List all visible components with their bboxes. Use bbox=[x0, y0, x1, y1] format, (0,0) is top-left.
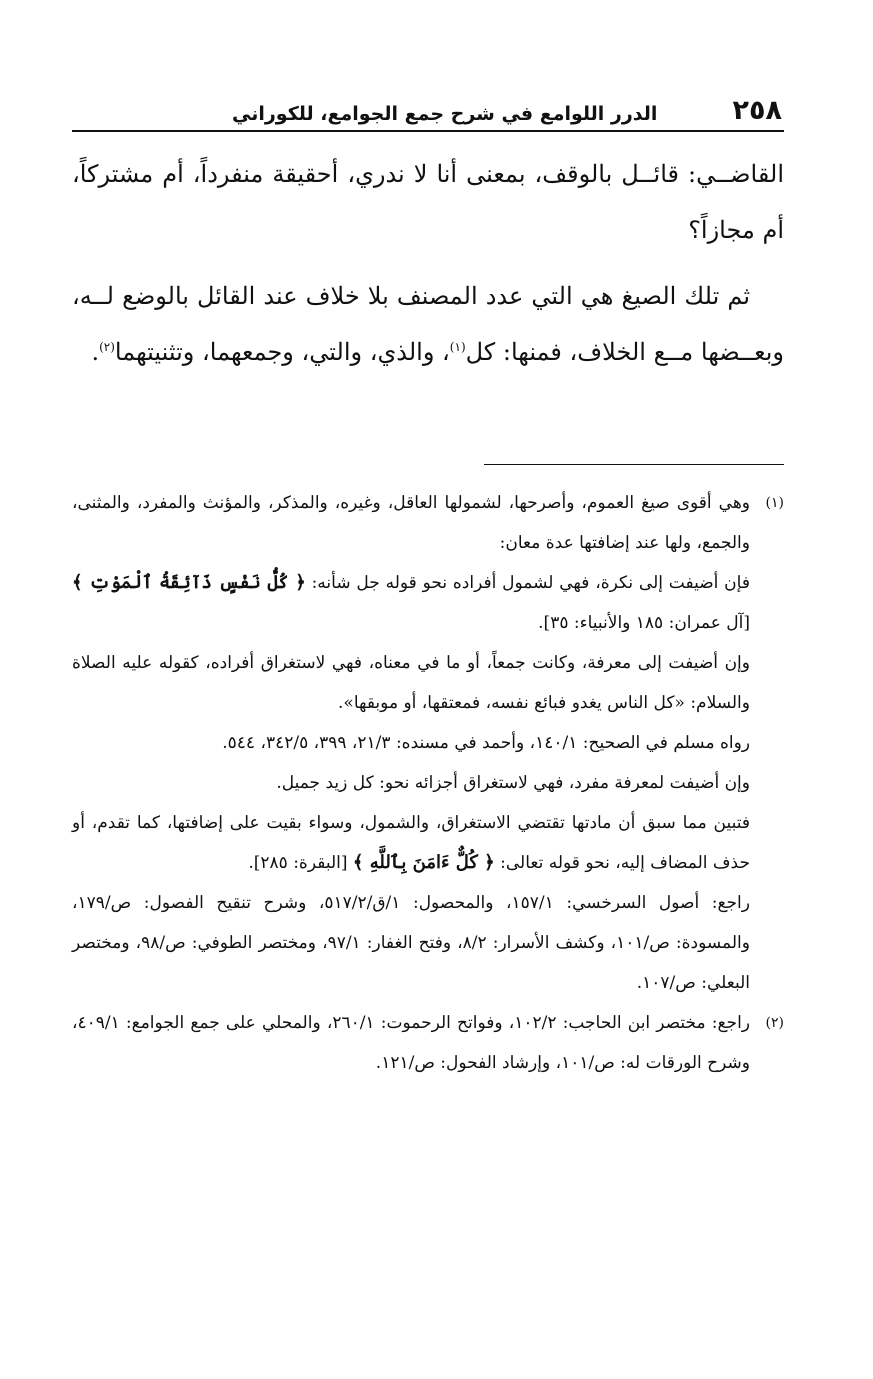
running-title: الدرر اللوامع في شرح جمع الجوامع، للكوراني bbox=[232, 103, 658, 125]
footnote-2-text: راجع: مختصر ابن الحاجب: ١٠٢/٢، وفواتح الرحموت: ٢٦٠/١، والمحلي على جمع الجوامع: ٤٠٩/١، وشرح الورقات له: ص/١٠١، وإرشاد الفحول: ص/١٢١. bbox=[72, 1013, 750, 1073]
page-header bbox=[72, 84, 784, 132]
footnote-1-line-2 bbox=[72, 563, 750, 643]
footnote-separator bbox=[484, 464, 784, 465]
footnotes bbox=[72, 483, 784, 1083]
quran-verse-1-reference: [آل عمران: ١٨٥ والأنبياء: ٣٥]. bbox=[538, 613, 750, 633]
footnote-1-line-2-start: فإن أضيفت إلى نكرة، فهي لشمول أفراده نحو قوله جل شأنه: bbox=[311, 573, 750, 593]
footnote-ref-1: (١) bbox=[449, 340, 466, 354]
footnote-1-body bbox=[72, 483, 750, 1003]
book-page bbox=[72, 84, 784, 1083]
footnote-2 bbox=[72, 1003, 784, 1083]
main-text bbox=[72, 146, 784, 380]
footnote-1-line-3: وإن أضيفت إلى معرفة، وكانت جمعاً، أو ما في معناه، فهي لاستغراق أفراده، كقوله عليه الصلاة والسلام: «كل الناس يغدو فبائع نفسه، فمعتقها، أو موبقها». bbox=[72, 653, 750, 713]
body-paragraph-2-end: . bbox=[91, 338, 100, 366]
quran-verse-1: ﴿ كُلُّ نَفْسٍ ذَآئِقَةُ ٱلْمَوْتِ ﴾ bbox=[72, 572, 306, 593]
footnote-1-line-1: وهي أقوى صيغ العموم، وأصرحها، لشمولها العاقل، وغيره، والمذكر، والمؤنث والمفرد، والمثنى، والجمع، ولها عند إضافتها عدة معان: bbox=[72, 493, 750, 553]
footnote-2-label: (٢) bbox=[765, 1015, 784, 1031]
quran-verse-2-reference: [البقرة: ٢٨٥]. bbox=[248, 853, 348, 873]
footnote-2-body bbox=[72, 1003, 750, 1083]
body-paragraph-2-middle: ، والذي، والتي، وجمعهما، وتثنيتهما bbox=[114, 338, 450, 366]
quran-verse-2: ﴿ كُلٌّ ءَامَنَ بِٱللَّهِ ﴾ bbox=[352, 852, 495, 873]
footnote-1-line-7: راجع: أصول السرخسي: ١٥٧/١، والمحصول: ١/ق/٥١٧/٢، وشرح تنقيح الفصول: ص/١٧٩، والمسودة: ص/١٠١، وكشف الأسرار: ٨/٢، وفتح الغفار: ٩٧/١، ومختصر الطوفي: ص/٩٨، ومختصر البعلي: ص/١٠٧. bbox=[72, 893, 750, 993]
page-number: ٢٥٨ bbox=[732, 95, 782, 126]
footnote-1-line-6-start: فتبين مما سبق أن مادتها تقتضي الاستغراق، والشمول، وسواء بقيت على إضافتها، كما تقدم، أو حذف المضاف إليه، نحو قوله تعالى: bbox=[72, 813, 750, 873]
body-paragraph-1: القاضــي: قائــل بالوقف، بمعنى أنا لا ندري، أحقيقة منفرداً، أم مشتركاً، أم مجازاً؟ bbox=[72, 160, 784, 244]
footnote-1-line-4: رواه مسلم في الصحيح: ١٤٠/١، وأحمد في مسنده: ٢١/٣، ٣٩٩، ٣٤٢/٥، ٥٤٤. bbox=[222, 733, 750, 753]
footnote-1-line-6 bbox=[72, 803, 750, 883]
footnote-ref-2: (٢) bbox=[99, 340, 115, 354]
footnote-1 bbox=[72, 483, 784, 1003]
footnote-1-line-5: وإن أضيفت لمعرفة مفرد، فهي لاستغراق أجزائه نحو: كل زيد جميل. bbox=[276, 773, 750, 793]
body-paragraph-2 bbox=[72, 268, 784, 380]
footnote-1-label: (١) bbox=[765, 495, 784, 511]
body-paragraph-2-start: ثم تلك الصيغ هي التي عدد المصنف بلا خلاف عند القائل بالوضع لــه، وبعــضها مــع الخلاف، فمنها: كل bbox=[72, 282, 784, 366]
